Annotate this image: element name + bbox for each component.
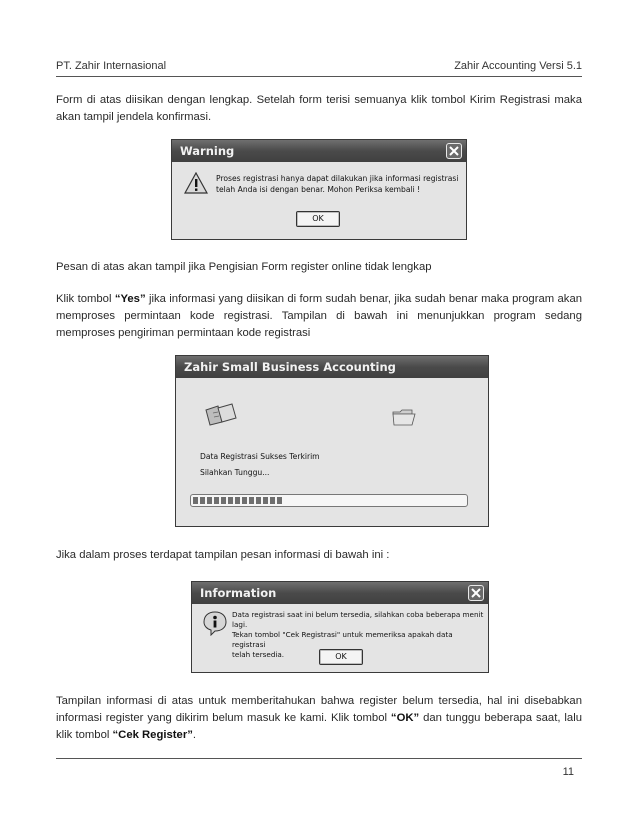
paragraph-3: Klik tombol “Yes” jika informasi yang diisikan di form sudah benar, jika sudah benar maka program akan memproses permintaan kode registrasi. Tampilan di bawah ini menunjukkan program sedang memproses pengiriman permintaan kode registrasi bbox=[56, 293, 583, 339]
status-text-1: Data Registrasi Sukses Terkirim bbox=[200, 452, 320, 461]
information-dialog bbox=[191, 581, 489, 673]
information-dialog-title: Information bbox=[192, 582, 488, 604]
progress-bar bbox=[190, 494, 468, 507]
header-product: Zahir Accounting Versi 5.1 bbox=[454, 60, 582, 72]
warning-message: Proses registrasi hanya dapat dilakukan jika informasi registrasi telah Anda isi dengan benar. Mohon Periksa kembali ! bbox=[216, 174, 459, 194]
warning-dialog bbox=[171, 139, 467, 240]
warning-ok-button[interactable]: OK bbox=[296, 211, 340, 227]
progress-bar-fill bbox=[193, 497, 282, 504]
paragraph-5: Tampilan informasi di atas untuk memberitahukan bahwa register belum tersedia, hal ini disebabkan informasi register yang dikirim belum masuk ke kami. Klik tombol “OK” dan tunggu beberapa saat, lalu klik tombol “Cek Register”. bbox=[56, 695, 582, 741]
warning-icon bbox=[184, 172, 208, 199]
paragraph-1: Form di atas diisikan dengan lengkap. Setelah form terisi semuanya klik tombol Kirim Registrasi maka akan tampil jendela konfirmasi. bbox=[56, 94, 582, 123]
warning-close-button[interactable] bbox=[446, 143, 462, 159]
header-rule bbox=[56, 76, 582, 77]
paragraph-2: Pesan di atas akan tampil jika Pengisian Form register online tidak lengkap bbox=[56, 261, 432, 273]
warning-dialog-title: Warning bbox=[172, 140, 466, 162]
information-message: Data registrasi saat ini belum tersedia, silahkan coba beberapa menit lagi. Tekan tombol "Cek Registrasi" untuk memeriksa apakah data registrasi telah tersedia. bbox=[232, 610, 484, 659]
flying-document-icon bbox=[204, 402, 238, 431]
page-number: 11 bbox=[562, 766, 574, 778]
progress-dialog bbox=[175, 355, 489, 527]
information-ok-button[interactable]: OK bbox=[319, 649, 363, 665]
status-text-2: Silahkan Tunggu... bbox=[200, 468, 270, 477]
progress-dialog-title: Zahir Small Business Accounting bbox=[176, 356, 488, 378]
information-icon bbox=[202, 610, 228, 641]
paragraph-4: Jika dalam proses terdapat tampilan pesan informasi di bawah ini : bbox=[56, 549, 390, 561]
header-company: PT. Zahir Internasional bbox=[56, 60, 167, 72]
information-close-button[interactable] bbox=[468, 585, 484, 601]
folder-icon bbox=[392, 408, 416, 431]
footer-rule bbox=[56, 758, 582, 759]
